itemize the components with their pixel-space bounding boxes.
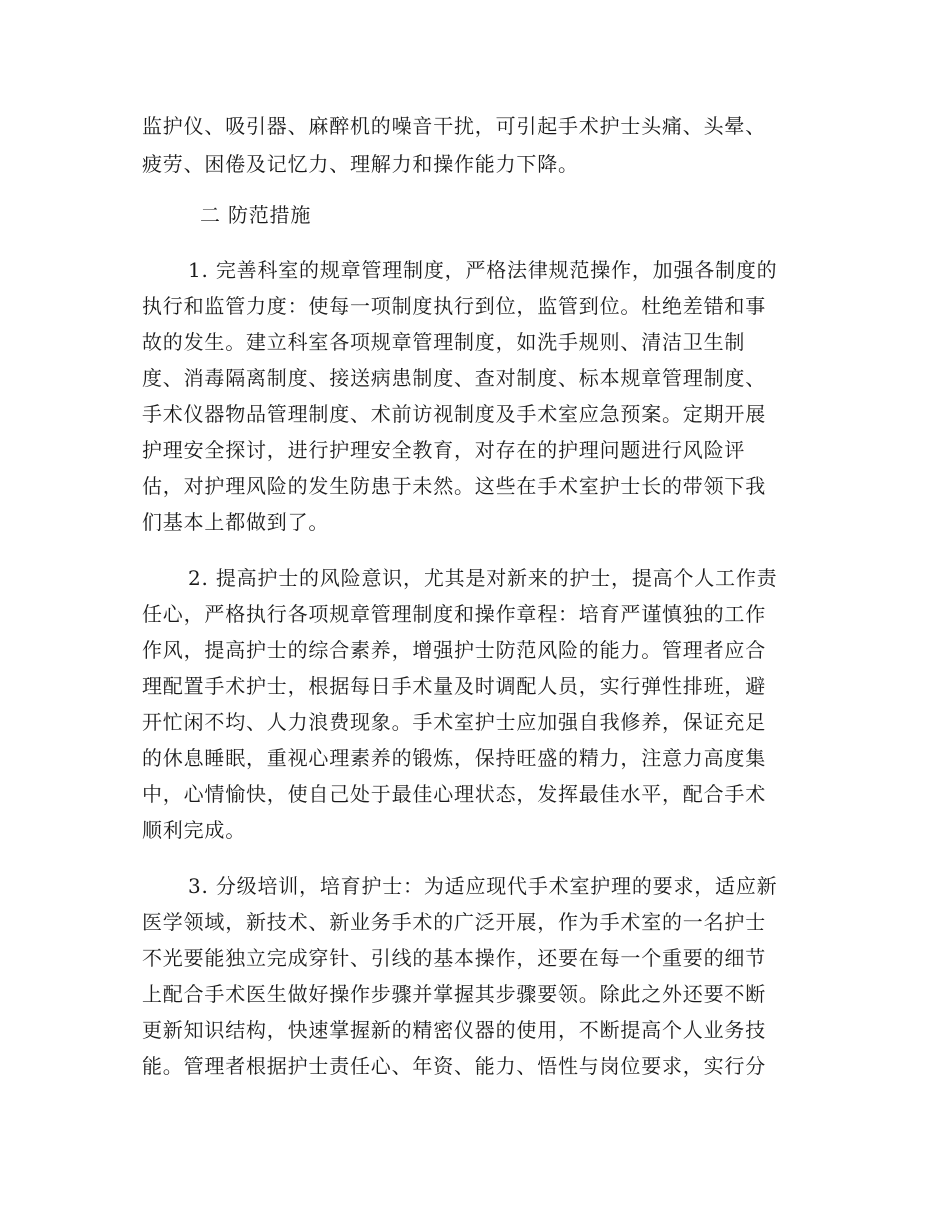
text-line: 上配合手术医生做好操作步骤并掌握其步骤要领。除此之外还要不断	[142, 982, 766, 1006]
text-line: 任心，严格执行各项规章管理制度和操作章程：培育严谨慎独的工作	[142, 602, 766, 626]
text-line: 1. 完善科室的规章管理制度，严格法律规范操作，加强各制度的	[188, 258, 778, 282]
text-line: 疲劳、困倦及记忆力、理解力和操作能力下降。	[142, 152, 579, 176]
text-line: 开忙闲不均、人力浪费现象。手术室护士应加强自我修养，保证充足	[142, 710, 766, 734]
text-line: 手术仪器物品管理制度、术前访视制度及手术室应急预案。定期开展	[142, 402, 766, 426]
text-line: 估，对护理风险的发生防患于未然。这些在手术室护士长的带领下我	[142, 474, 766, 498]
text-line: 2. 提高护士的风险意识，尤其是对新来的护士，提高个人工作责	[188, 566, 778, 590]
text-line: 不光要能独立完成穿针、引线的基本操作，还要在每一个重要的细节	[142, 946, 766, 970]
text-line: 能。管理者根据护士责任心、年资、能力、悟性与岗位要求，实行分	[142, 1054, 766, 1078]
text-line: 故的发生。建立科室各项规章管理制度，如洗手规则、清洁卫生制	[142, 330, 746, 354]
text-line: 3. 分级培训，培育护士：为适应现代手术室护理的要求，适应新	[188, 874, 778, 898]
text-line: 度、消毒隔离制度、接送病患制度、查对制度、标本规章管理制度、	[142, 366, 766, 390]
text-line: 护理安全探讨，进行护理安全教育，对存在的护理问题进行风险评	[142, 438, 746, 462]
text-line: 作风，提高护士的综合素养，增强护士防范风险的能力。管理者应合	[142, 638, 766, 662]
text-line: 的休息睡眠，重视心理素养的锻炼，保持旺盛的精力，注意力高度集	[142, 746, 766, 770]
text-line: 理配置手术护士，根据每日手术量及时调配人员，实行弹性排班，避	[142, 674, 766, 698]
section-heading: 二 防范措施	[200, 203, 312, 227]
text-line: 中，心情愉快，使自己处于最佳心理状态，发挥最佳水平，配合手术	[142, 782, 766, 806]
text-line: 们基本上都做到了。	[142, 510, 330, 534]
text-line: 顺利完成。	[142, 818, 246, 842]
text-line: 更新知识结构，快速掌握新的精密仪器的使用，不断提高个人业务技	[142, 1018, 766, 1042]
text-line: 监护仪、吸引器、麻醉机的噪音干扰，可引起手术护士头痛、头晕、	[142, 114, 766, 138]
text-line: 医学领域，新技术、新业务手术的广泛开展，作为手术室的一名护士	[142, 910, 766, 934]
text-line: 执行和监管力度：使每一项制度执行到位，监管到位。杜绝差错和事	[142, 294, 766, 318]
